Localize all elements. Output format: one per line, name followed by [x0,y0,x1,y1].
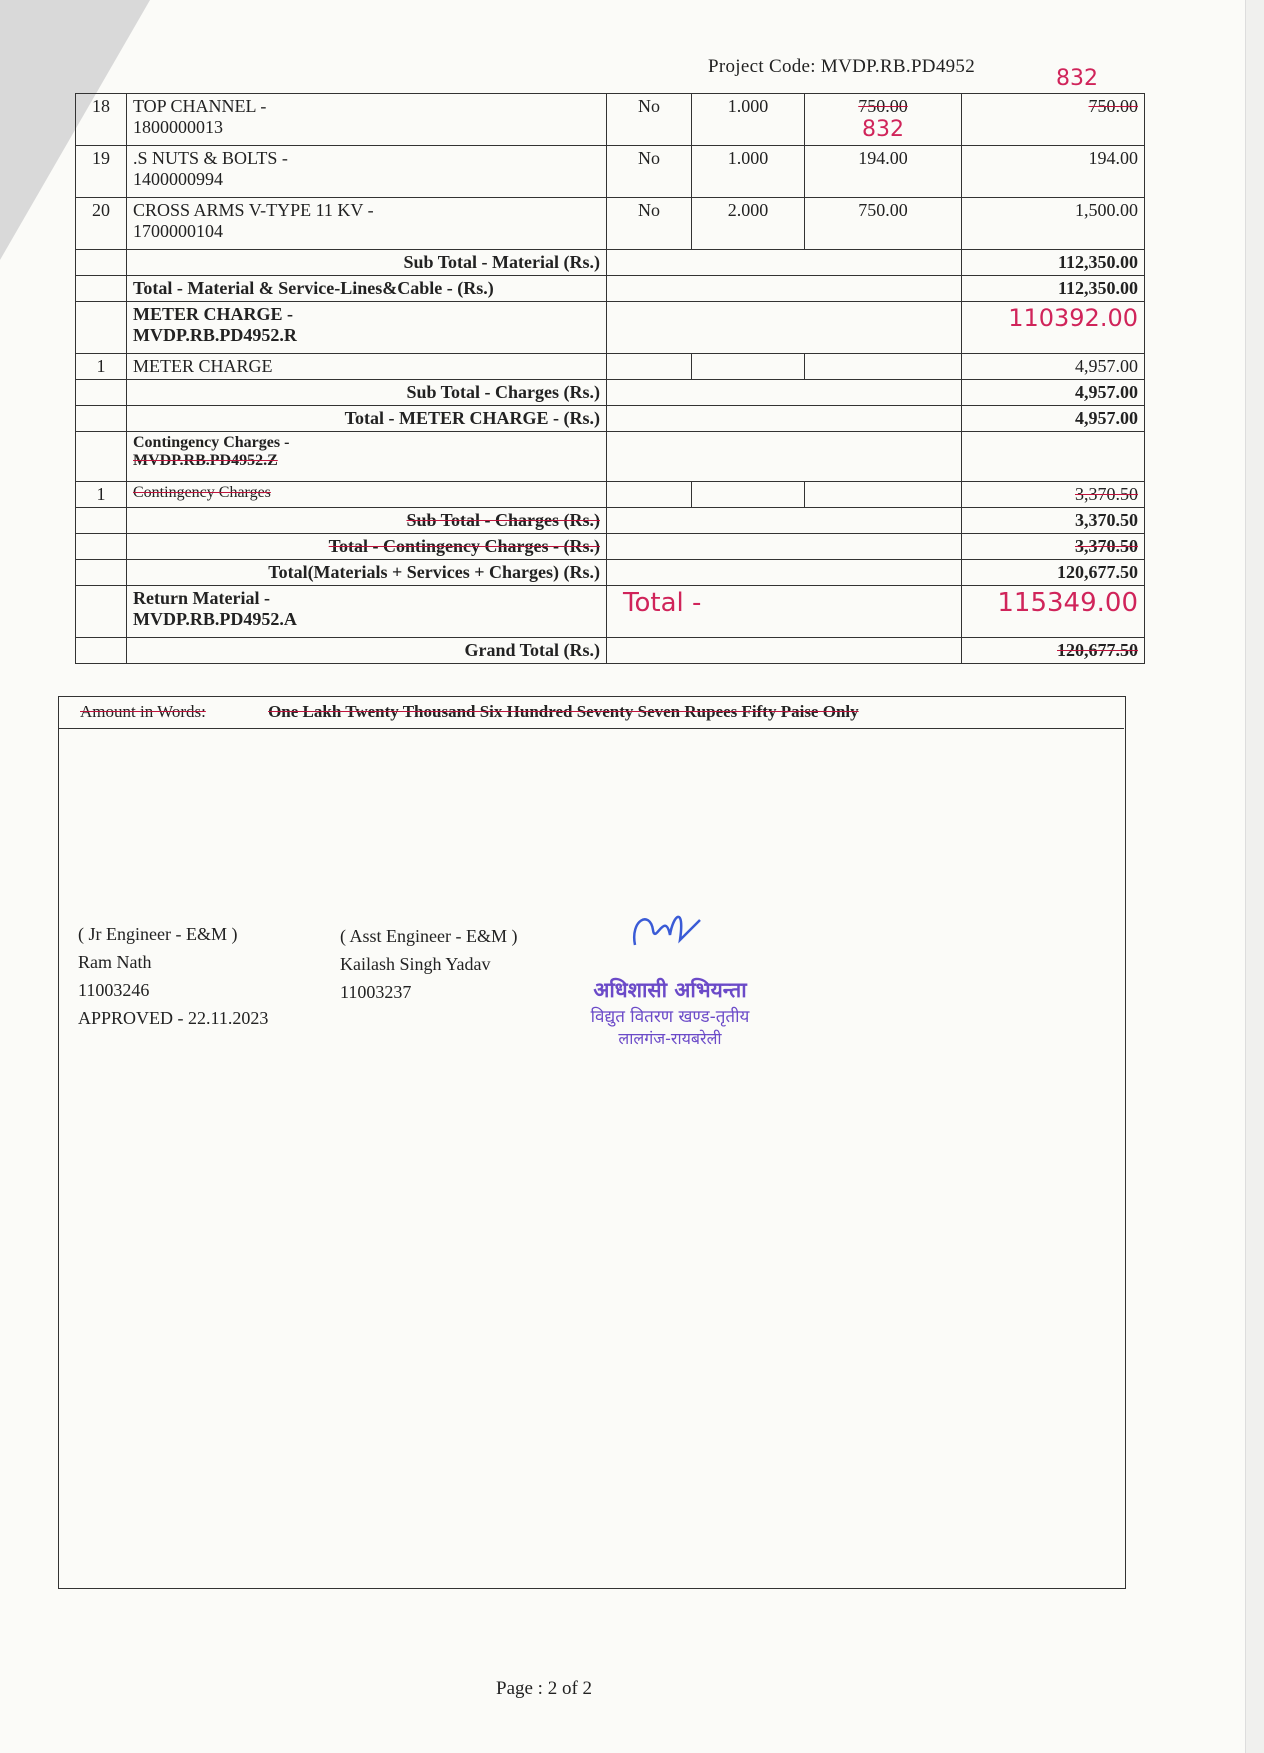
jr-id: 11003246 [78,980,150,1000]
grand-sum-label: Total(Materials + Services + Charges) (Rs.) [127,560,607,586]
asst-id: 11003237 [340,982,412,1002]
signature-icon [625,900,705,960]
table-row [76,198,1145,250]
meter-total-label: Total - METER CHARGE - (Rs.) [127,406,607,432]
item-rate: 750.00 [858,96,908,116]
project-code: Project Code: MVDP.RB.PD4952 [708,56,976,77]
item-unit: No [607,146,692,198]
item-code: 1700000104 [133,221,223,241]
office-stamp [550,976,790,1049]
stamp-line-2: विद्युत वितरण खण्ड-तृतीय [590,1007,750,1027]
table-row [76,250,1145,276]
item-qty: 1.000 [692,146,805,198]
lower-frame [58,730,1126,1589]
item-desc: CROSS ARMS V-TYPE 11 KV - [133,200,374,220]
meter-head-code: MVDP.RB.PD4952.R [133,325,297,345]
item-qty: 1.000 [692,94,805,146]
item-qty: 2.000 [692,198,805,250]
item-unit: No [607,94,692,146]
asst-title: ( Asst Engineer - E&M ) [340,926,518,946]
stamp-line-3: लालगंज-रायबरेली [618,1029,722,1048]
asst-engineer-block [340,922,517,1006]
table-row [76,380,1145,406]
material-subtotal: 112,350.00 [962,250,1145,276]
table-row [76,586,1145,638]
table-row [76,482,1145,508]
meter-head: METER CHARGE - [133,304,294,324]
item-amount: 750.00 [1088,96,1138,116]
words-label: Amount in Words: [80,702,206,721]
contingency-head: Contingency Charges - [133,434,290,451]
item-no: 19 [76,146,127,198]
table-row [76,302,1145,354]
meter-subtotal-label: Sub Total - Charges (Rs.) [127,380,607,406]
item-unit: No [607,198,692,250]
table-row [76,534,1145,560]
handwritten-return-amount: 115349.00 [997,588,1138,618]
table-row [76,432,1145,482]
contingency-total: 3,370.50 [962,534,1145,560]
contingency-subtotal: 3,370.50 [962,508,1145,534]
table-row [76,560,1145,586]
estimate-table [75,93,1145,664]
jr-name: Ram Nath [78,952,152,972]
table-row [76,276,1145,302]
table-row [76,638,1145,664]
contingency-head-code: MVDP.RB.PD4952.Z [133,452,278,469]
table-row [76,406,1145,432]
jr-status: APPROVED - 22.11.2023 [78,1008,269,1028]
words-value: One Lakh Twenty Thousand Six Hundred Seventy Seven Rupees Fifty Paise Only [268,702,859,721]
meter-row-amount: 4,957.00 [962,354,1145,380]
meter-row-no: 1 [76,354,127,380]
handwritten-top-amount: 832 [1056,66,1098,91]
item-rate: 194.00 [805,146,962,198]
page-number: Page : 2 of 2 [496,1678,593,1699]
stamp-line-1: अधिशासी अभियन्ता [593,978,747,1002]
item-no: 20 [76,198,127,250]
contingency-row-no: 1 [76,482,127,508]
item-code: 1400000994 [133,169,223,189]
asst-name: Kailash Singh Yadav [340,954,491,974]
material-subtotal-label: Sub Total - Material (Rs.) [127,250,607,276]
jr-engineer-block [78,920,268,1032]
return-code: MVDP.RB.PD4952.A [133,609,297,629]
meter-subtotal: 4,957.00 [962,380,1145,406]
meter-total: 4,957.00 [962,406,1145,432]
handwritten-rate: 832 [862,117,904,142]
grand-total: 120,677.50 [962,638,1145,664]
item-desc: TOP CHANNEL - [133,96,267,116]
table-row [76,354,1145,380]
item-amount: 1,500.00 [962,198,1145,250]
jr-title: ( Jr Engineer - E&M ) [78,924,238,944]
handwritten-meter-note: 110392.00 [1008,304,1138,332]
item-code: 1800000013 [133,117,223,137]
material-total: 112,350.00 [962,276,1145,302]
table-row [76,146,1145,198]
page-edge [1245,0,1264,1753]
handwritten-total-note: Total - [623,588,702,618]
item-no: 18 [76,94,127,146]
words-box [58,696,1126,731]
return-head: Return Material - [133,588,270,608]
item-rate: 750.00 [805,198,962,250]
material-total-label: Total - Material & Service-Lines&Cable - (Rs.) [127,276,607,302]
table-row [76,508,1145,534]
item-desc: .S NUTS & BOLTS - [133,148,288,168]
contingency-row-amount: 3,370.50 [962,482,1145,508]
table-row [76,94,1145,146]
contingency-row-label: Contingency Charges [127,482,607,508]
grand-total-label: Grand Total (Rs.) [127,638,607,664]
meter-row-label: METER CHARGE [127,354,607,380]
item-amount: 194.00 [962,146,1145,198]
contingency-total-label: Total - Contingency Charges - (Rs.) [127,534,607,560]
contingency-subtotal-label: Sub Total - Charges (Rs.) [127,508,607,534]
grand-sum: 120,677.50 [962,560,1145,586]
